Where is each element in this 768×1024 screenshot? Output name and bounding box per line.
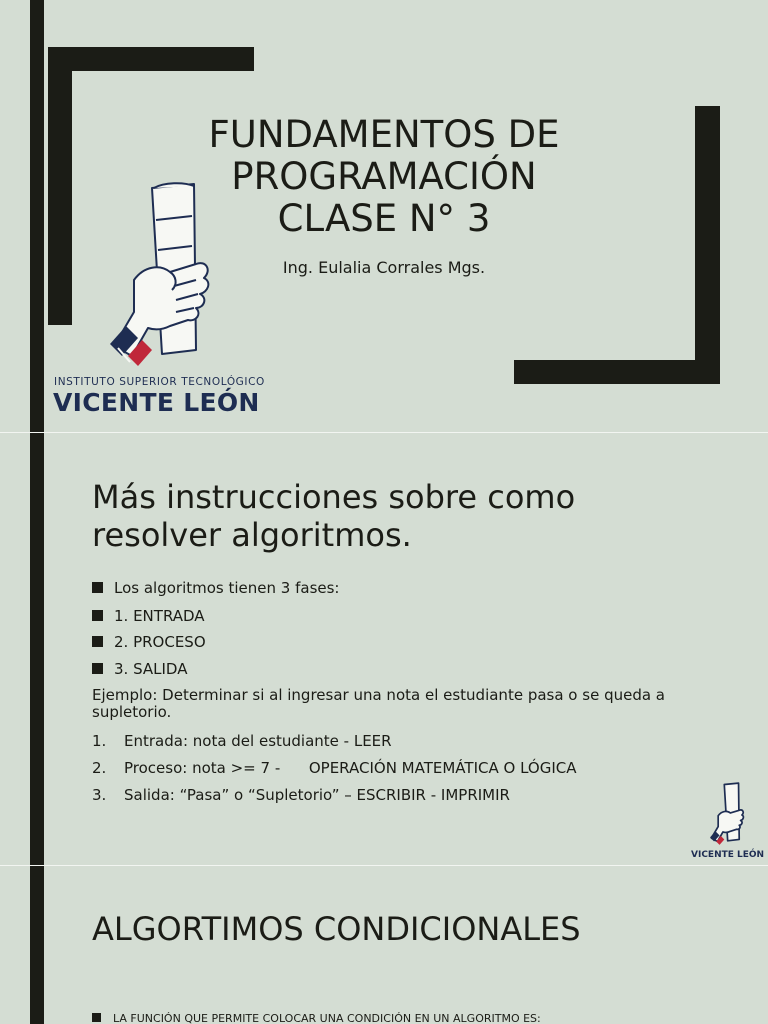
bullet-item: 3. SALIDA	[92, 660, 187, 678]
slide-title-text	[150, 114, 618, 240]
bottom-right-bracket-horizontal	[514, 360, 720, 384]
numbered-item: 2. Proceso: nota >= 7 - OPERACIÓN MATEMÁTICA O LÓGICA	[92, 759, 577, 777]
title-line: PROGRAMACIÓN	[231, 155, 537, 198]
bullet-item: LA FUNCIÓN QUE PERMITE COLOCAR UNA CONDICIÓN EN UN ALGORITMO ES:	[92, 1012, 541, 1024]
logo-name-text: VICENTE LEÓN	[53, 388, 260, 417]
bullet-item: 1. ENTRADA	[92, 607, 205, 625]
example-paragraph: Ejemplo: Determinar si al ingresar una nota el estudiante pasa o se queda a supletorio.	[92, 686, 665, 721]
bullet-square-icon	[92, 582, 103, 593]
title-line: CLASE N° 3	[277, 197, 491, 240]
numbered-item: 3. Salida: “Pasa” o “Supletorio” – ESCRIBIR - IMPRIMIR	[92, 786, 510, 804]
slide-heading: Más instrucciones sobre como resolver algoritmos.	[92, 478, 576, 554]
hand-holding-diploma-icon	[708, 781, 746, 847]
bullet-square-icon	[92, 1013, 101, 1022]
top-left-bracket-horizontal	[48, 47, 254, 71]
title-line: FUNDAMENTOS DE	[208, 113, 560, 156]
top-left-bracket-vertical	[48, 47, 72, 325]
numbered-item: 1. Entrada: nota del estudiante - LEER	[92, 732, 392, 750]
logo-institute-text: INSTITUTO SUPERIOR TECNOLÓGICO	[54, 376, 265, 388]
bullet-item: 2. PROCESO	[92, 633, 206, 651]
hand-holding-diploma-icon	[104, 180, 216, 370]
slide-conditionals	[0, 866, 768, 1024]
bottom-right-bracket-vertical	[695, 106, 720, 384]
left-accent-bar	[30, 0, 44, 432]
left-accent-bar	[30, 433, 44, 865]
slide-subtitle: Ing. Eulalia Corrales Mgs.	[282, 258, 486, 277]
logo-name-text: VICENTE LEÓN	[691, 850, 765, 860]
bullet-item: Los algoritmos tienen 3 fases:	[92, 579, 339, 597]
slide-title	[0, 0, 768, 432]
bullet-square-icon	[92, 610, 103, 621]
bullet-square-icon	[92, 636, 103, 647]
slide-heading: ALGORTIMOS CONDICIONALES	[92, 910, 581, 948]
left-accent-bar	[30, 866, 44, 1024]
slide-instructions	[0, 433, 768, 865]
bullet-square-icon	[92, 663, 103, 674]
